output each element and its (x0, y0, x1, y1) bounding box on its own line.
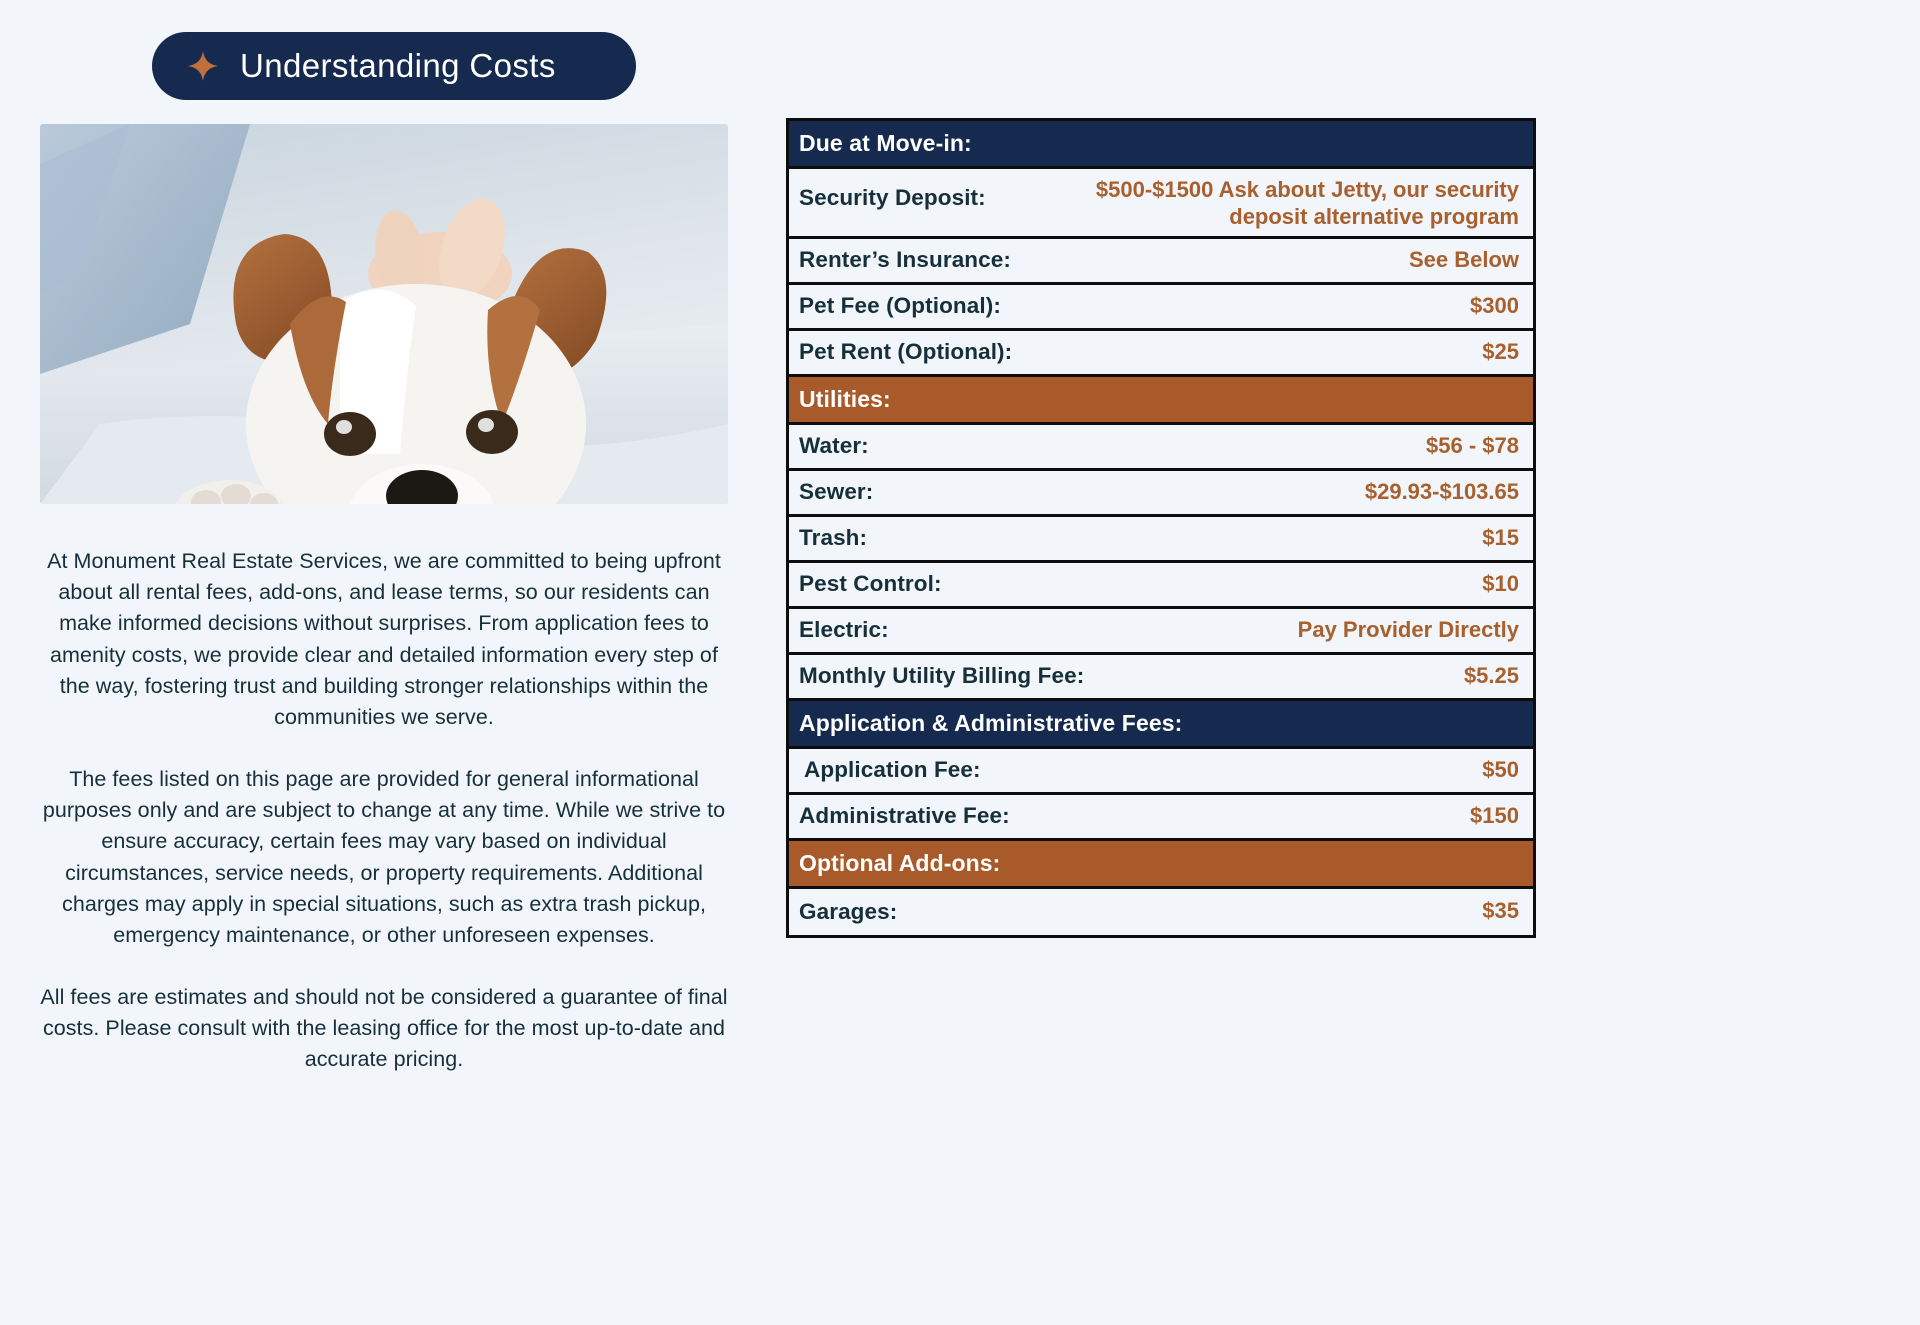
table-row-water (789, 425, 1533, 471)
table-row-administrative-fee (789, 795, 1533, 841)
row-value: $500-$1500 Ask about Jetty, our security deposit alternative program (1095, 177, 1519, 229)
row-label: Monthly Utility Billing Fee: (799, 663, 1085, 689)
row-label: Sewer: (799, 479, 874, 505)
row-value: $56 - $78 (1426, 432, 1519, 458)
row-label: Garages: (799, 898, 898, 924)
table-row-application-fee (789, 749, 1533, 795)
row-label: Administrative Fee: (799, 803, 1010, 829)
page-title: Understanding Costs (240, 47, 556, 84)
row-label: Trash: (799, 525, 868, 551)
left-column (40, 124, 728, 1076)
table-row-monthly-utility-billing-fee (789, 655, 1533, 701)
table-row-renters-insurance (789, 239, 1533, 285)
row-label: Water: (799, 433, 869, 459)
fee-table (786, 118, 1536, 938)
row-value: See Below (1408, 246, 1519, 272)
row-value: Pay Provider Directly (1297, 616, 1519, 642)
table-section-utilities (789, 377, 1533, 425)
section-label: Due at Move-in: (799, 130, 972, 156)
table-row-pet-rent (789, 331, 1533, 377)
row-value: $300 (1470, 292, 1519, 318)
intro-text-block (40, 546, 728, 1076)
row-label: Renter’s Insurance: (799, 247, 1011, 273)
row-label: Pet Rent (Optional): (799, 339, 1013, 365)
table-row-trash (789, 517, 1533, 563)
paragraph-3: All fees are estimates and should not be considered a guarantee of final costs. Please consult with the leasing office for the most up-to-date and accurate pricing. (40, 985, 728, 1072)
row-value: $150 (1470, 802, 1519, 828)
row-value: $35 (1482, 898, 1519, 924)
row-label: Pet Fee (Optional): (799, 293, 1001, 319)
section-label: Application & Administrative Fees: (799, 709, 1183, 736)
table-section-application-administrative-fees (789, 701, 1533, 749)
row-label: Security Deposit: (799, 185, 986, 210)
paragraph-2: The fees listed on this page are provided for general informational purposes only and are subject to change at any time. While we strive to ensure accuracy, certain fees may vary based on individual circumstances, service needs, or property requirements. Additional charges may apply in special situations, such as extra trash pickup, emergency maintenance, or other unforeseen expenses. (42, 767, 726, 947)
row-value: $15 (1482, 524, 1519, 550)
section-label: Optional Add-ons: (799, 849, 1001, 876)
row-value: $5.25 (1463, 662, 1519, 688)
dog-photo (40, 124, 728, 504)
table-row-pet-fee (789, 285, 1533, 331)
row-label: Pest Control: (799, 571, 942, 597)
table-section-optional-add-ons (789, 841, 1533, 889)
table-row-garages (789, 889, 1533, 935)
paragraph-1: At Monument Real Estate Services, we are committed to being upfront about all rental fees, add-ons, and lease terms, so our residents can make informed decisions without surprises. From application fees to amenity costs, we provide clear and detailed information every step of the way, fostering trust and building stronger relationships within the communities we serve. (47, 549, 721, 729)
dog-photo-illustration (40, 124, 728, 504)
table-section-due-at-move-in (789, 121, 1533, 169)
table-row-security-deposit (789, 169, 1533, 239)
table-row-electric (789, 609, 1533, 655)
row-value: $10 (1482, 570, 1519, 596)
row-label: Application Fee: (804, 757, 981, 783)
row-label: Electric: (799, 617, 889, 643)
table-row-sewer (789, 471, 1533, 517)
sparkle-star-icon (188, 51, 218, 81)
section-label: Utilities: (799, 385, 891, 412)
row-value: $29.93-$103.65 (1364, 478, 1519, 504)
table-row-pest-control (789, 563, 1533, 609)
row-value: $25 (1482, 338, 1519, 364)
page-header-pill (152, 32, 636, 100)
row-value: $50 (1482, 756, 1519, 782)
